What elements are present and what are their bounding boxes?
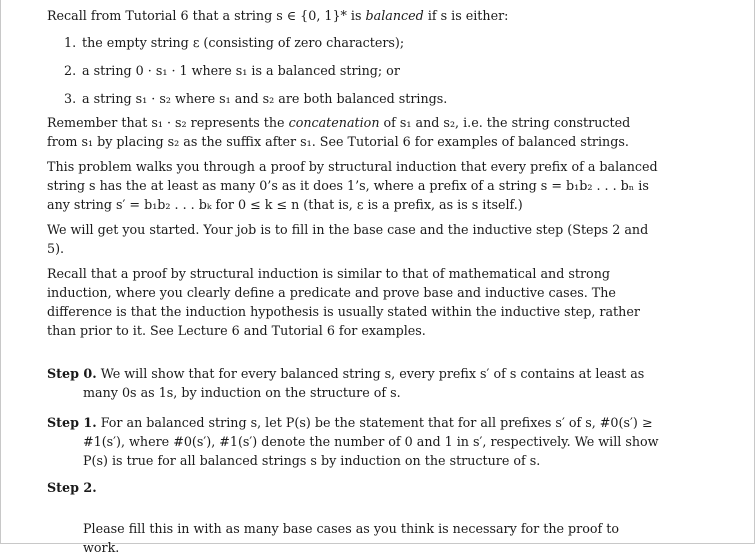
step-0 <box>47 364 659 402</box>
list-item <box>47 89 659 108</box>
step-text-cont: many 0s as 1s, by induction on the structure of s. <box>83 385 401 400</box>
list-number: 3. <box>64 91 77 106</box>
balanced-cases-list <box>47 33 659 108</box>
concat-text-b: of s₁ and s₂, i.e. the string constructed from s₁ by placing s₂ as the suffix after s₁. See Tutorial 6 for examples of balanced strings. <box>47 115 631 149</box>
step-1 <box>47 413 659 470</box>
list-text: a string 0 · s₁ · 1 where s₁ is a balanced string; or <box>82 63 400 78</box>
list-text: a string s₁ · s₂ where s₁ and s₂ are both balanced strings. <box>82 91 448 106</box>
step-text: For an balanced string s, let P(s) be the statement that for all prefixes s′ of s, #0(s′) ≥ <box>100 415 653 430</box>
step-label: Step 2. <box>47 480 97 495</box>
fill-instruction: Please fill this in with as many base cases as you think is necessary for the proof to work. <box>83 521 619 555</box>
intro-lead: Recall from Tutorial 6 that a string s ∈ {0, 1}* is <box>47 8 362 23</box>
problem-paragraph: This problem walks you through a proof by structural induction that every prefix of a balanced string s has the at least as many 0’s as it does 1’s, where a prefix of a string s = b₁b₂ . . . bₙ is any string s′ = b₁b₂ . . . bₖ for 0 ≤ k ≤ n (that is, ε is a prefix, as is s itself.) <box>47 159 658 212</box>
list-item <box>47 61 659 80</box>
recall-paragraph: Recall that a proof by structural induction is similar to that of mathematical and strong induction, where you clearly define a predicate and prove base and inductive cases. The difference is that the induction hypothesis is usually stated within the inductive step, rather than prior to it. See Lecture 6 and Tutorial 6 for examples. <box>47 266 640 338</box>
document-body <box>47 6 659 557</box>
list-number: 2. <box>64 63 77 78</box>
intro-tail: if s is either: <box>427 8 509 23</box>
start-paragraph: We will get you started. Your job is to fill in the base case and the inductive step (Steps 2 and 5). <box>47 222 649 256</box>
intro-paragraph <box>47 6 659 25</box>
list-number: 1. <box>64 35 77 50</box>
concatenation-term: concatenation <box>288 115 380 130</box>
list-text: the empty string ε (consisting of zero characters); <box>82 35 405 50</box>
concat-text-a: Remember that s₁ · s₂ represents the <box>47 115 285 130</box>
concatenation-note <box>47 113 659 151</box>
step-label: Step 1. <box>47 415 97 430</box>
step-text: We will show that for every balanced string s, every prefix s′ of s contains at least as <box>100 366 645 381</box>
step-label: Step 0. <box>47 366 97 381</box>
step-text-cont: #1(s′), where #0(s′), #1(s′) denote the number of 0 and 1 in s′, respectively. We will show P(s) is true for all balanced strings s by induction on the structure of s. <box>83 434 659 468</box>
step-2 <box>47 478 659 497</box>
balanced-term: balanced <box>365 8 424 23</box>
list-item <box>47 33 659 52</box>
